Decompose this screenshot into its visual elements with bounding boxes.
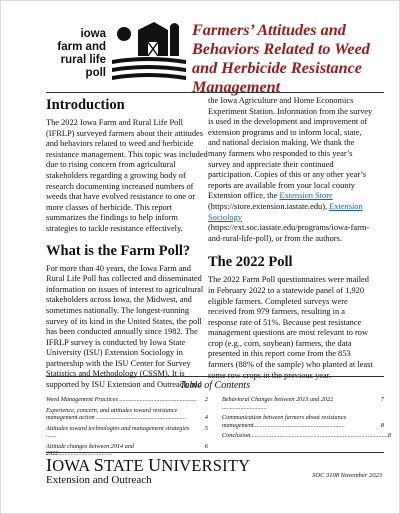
continued-paragraph xyxy=(208,96,373,244)
poll-2022-heading: The 2022 Poll xyxy=(208,254,293,271)
toc-item[interactable] xyxy=(46,425,208,440)
logo-line: farm and xyxy=(57,41,106,53)
publication-info: SOC 3108 November 2023 xyxy=(312,472,382,479)
logo-text xyxy=(44,28,106,80)
extension-sociology-link[interactable]: Extension Sociology xyxy=(208,201,363,222)
logo-line: poll xyxy=(85,67,106,79)
wordmark-initial: S xyxy=(93,455,105,475)
toc-right-column xyxy=(222,396,391,461)
continued-text-c: (https://ext.soc.iastate.edu/programs/iowa-farm-and-rural-life-poll), or from the authors. xyxy=(208,223,370,243)
toc-item-page: 7 xyxy=(380,396,384,403)
toc-left-column xyxy=(46,396,208,461)
toc-item-page: 4 xyxy=(204,414,208,421)
toc-item-page: 6 xyxy=(204,442,208,450)
toc-item[interactable] xyxy=(46,407,208,422)
toc-grid xyxy=(46,396,391,461)
logo-line: iowa xyxy=(80,28,106,40)
table-of-contents xyxy=(46,376,391,461)
report-title: Farmers’ Attitudes and Behaviors Related to Weed and Herbicide Resistance Management xyxy=(192,21,370,96)
toc-title: Table of Contents xyxy=(179,380,251,391)
university-wordmark xyxy=(46,456,250,475)
continued-text-a: the Iowa Agriculture and Home Economics Experiment Station. Information from the survey is used in the development and improvement of extension programs and to inform local, state, and national decision making. We thank the many farmers who responded to this year’s survey and appreciate their continued participation. Copies of this or any other year’s reports are available from your local county Extension office, the xyxy=(208,96,373,201)
farm-poll-heading: What is the Farm Poll? xyxy=(46,242,191,259)
continued-text-b: (https://store.extension.iastate.edu), xyxy=(208,201,330,211)
wordmark-initial: I xyxy=(46,455,53,475)
poll-2022-paragraph: The 2022 Farm Poll questionnaires were mailed in February 2022 to a statewide panel of 1,920 eligible farmers. Completed surveys were received from 979 farmers, resulting in a response rate of 51%. Because pest resistance management questions are most relevant to row crop (e.g., corn, soybean) farmers, the data presented in this report come from the 853 farmers (88% of the sample) who planted at least some row crops in the previous year. xyxy=(208,275,373,380)
extension-outreach-label: Extension and Outreach xyxy=(46,474,152,486)
logo-line: rural life xyxy=(60,54,106,66)
toc-item-label: Attitudes toward technologies and management strategies ....... xyxy=(46,424,190,439)
toc-item-page: 8 xyxy=(380,421,384,429)
toc-item[interactable] xyxy=(222,414,384,429)
toc-item-label: Conclusion......................................................................................... xyxy=(222,432,388,439)
intro-paragraph: The 2022 Iowa Farm and Rural Life Poll (IFRLP) surveyed farmers about their attitudes and behaviors related to weed and herbicide resistance management. This topic was included due to rising concern from agricultural stakeholders regarding a growing body of research documenting increased numbers of weeds that have evolved resistance to one or more classes of herbicide. This report summarizes the findings to help inform strategies to tackle resistance effectively. xyxy=(46,118,208,233)
toc-item-page: 2 xyxy=(204,396,208,403)
extension-store-link[interactable]: Extension Store xyxy=(279,191,333,201)
toc-item[interactable] xyxy=(46,396,208,404)
toc-item[interactable] xyxy=(222,396,384,411)
wordmark-part: NIVERSITY xyxy=(161,456,251,475)
toc-item-label: Weed Management Practices .................................................. xyxy=(46,396,197,403)
toc-divider xyxy=(46,376,384,377)
wordmark-part: TATE xyxy=(104,456,149,475)
toc-item-label: Attitude changes between 2014 and 2022................................... xyxy=(46,442,134,457)
farm-poll-logo xyxy=(44,20,184,88)
toc-item-label: Communication between farmers about resistance management........................................................... xyxy=(222,414,347,429)
toc-item-label: Experience, concern, and attitudes toward resistance management action .......................................................... xyxy=(46,406,186,421)
intro-heading: Introduction xyxy=(46,97,125,113)
farm-poll-paragraph: For more than 40 years, the Iowa Farm and Rural Life Poll has collected and disseminated information on issues of interest to agricultural stakeholders across Iowa, the Midwest, and sometimes nationally. The longest-running survey of its kind in the United States, the poll has been conducted annually since 1982. The IFRLP survey is conducted by Iowa State University (ISU) Extension Sociology in partnership with the ISU Center for Survey Statistics and Methodology (CSSM). It is supported by ISU Extension and Outreach and xyxy=(46,263,204,390)
toc-item-page: 8 xyxy=(387,432,391,439)
wordmark-initial: U xyxy=(148,455,162,475)
left-column xyxy=(46,96,211,391)
toc-item-page: 5 xyxy=(204,424,208,432)
toc-item[interactable] xyxy=(222,432,391,440)
header-divider xyxy=(46,92,384,93)
toc-item-label: Behavioral Changes between 2013 and 2022 ............................. xyxy=(222,396,334,411)
barn-icon xyxy=(108,20,188,88)
wordmark-part: OWA xyxy=(52,456,94,475)
right-column xyxy=(208,96,373,381)
footer-divider xyxy=(46,452,384,453)
